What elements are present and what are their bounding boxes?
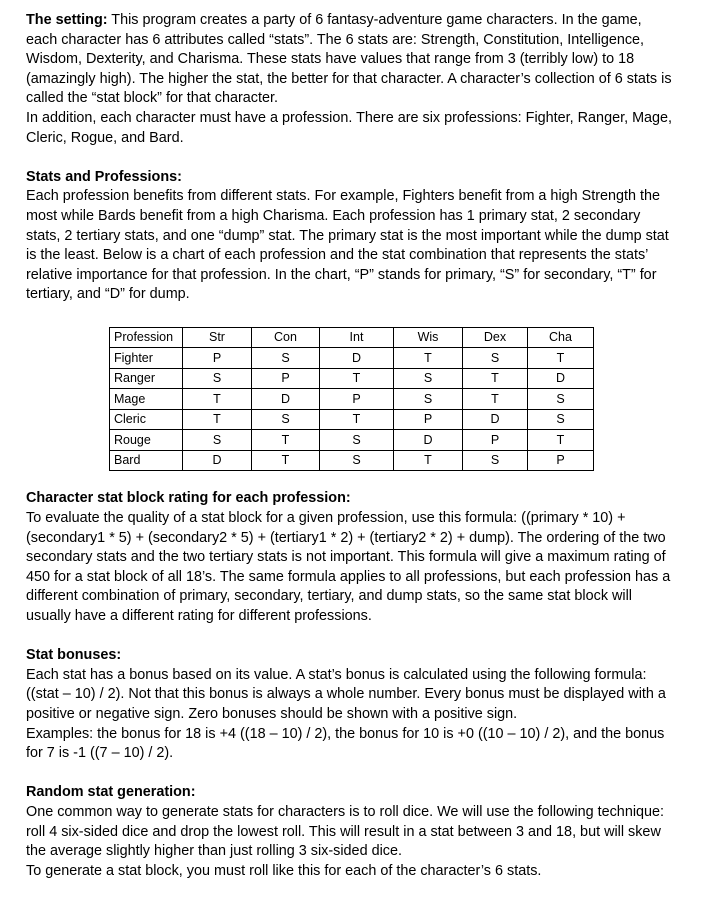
table-cell: D [394,430,463,451]
table-row [110,450,594,471]
setting-heading: The setting: [26,12,108,28]
setting-paragraph-2: In addition, each character must have a profession. There are six professions: Fighter, Ranger, Mage, Cleric, Rogue, and Bard. [26,109,673,146]
profession-stat-table [109,327,594,472]
table-cell: S [320,430,394,451]
table-cell: P [252,368,320,389]
table-cell: S [252,348,320,369]
stats-professions-text: Each profession benefits from different stats. For example, Fighters benefit from a high Strength the most while Bards benefit from a high Charisma. Each profession has 1 primary stat, 2 secondary stats, 2 tertiary stats, and one “dump” stat. The primary stat is the most important while the dump stat is the least. Below is a chart of each profession and the stat combination that represents the stats’ relative importance for that profession. In the chart, “P” stands for primary, “S” for secondary, “T” for tertiary, and “D” for dump. [26,188,669,303]
table-cell: D [183,450,252,471]
table-cell: D [320,348,394,369]
table-header-cell: Cha [528,327,594,348]
table-cell: T [183,389,252,410]
table-cell: T [463,389,528,410]
setting-paragraph [26,11,676,109]
table-cell: Rouge [110,430,183,451]
table-header-cell: Str [183,327,252,348]
table-cell: P [394,409,463,430]
table-row [110,368,594,389]
table-header-row [110,327,594,348]
table-cell: S [528,409,594,430]
table-header-cell: Wis [394,327,463,348]
table-cell: Cleric [110,409,183,430]
table-cell: P [183,348,252,369]
table-cell: T [252,450,320,471]
table-cell: S [463,450,528,471]
table-cell: T [252,430,320,451]
table-header-cell: Con [252,327,320,348]
random-text-2: To generate a stat block, you must roll like this for each of the character’s 6 stats. [26,862,542,879]
table-cell: T [394,348,463,369]
table-cell: P [528,450,594,471]
table-cell: T [528,348,594,369]
table-cell: T [320,368,394,389]
rating-heading: Character stat block rating for each profession: [26,490,351,507]
table-cell: Ranger [110,368,183,389]
table-cell: D [463,409,528,430]
setting-text: This program creates a party of 6 fantasy-adventure game characters. In the game, each character has 6 attributes called “stats”. The 6 stats are: Strength, Constitution, Intelligence, Wisdom, Dexterity, and Charisma. These stats have values that range from 3 (terribly low) to 18 (amazingly high). The higher the stat, the better for that character. A character’s collection of 6 stats is called the “stat block” for that character. [26,12,672,107]
bonuses-heading: Stat bonuses: [26,647,122,664]
table-cell: S [183,368,252,389]
table-header-cell: Int [320,327,394,348]
table-cell: D [528,368,594,389]
random-heading: Random stat generation: [26,784,196,801]
table-cell: S [463,348,528,369]
stats-professions-heading: Stats and Professions: [26,168,182,185]
table-cell: P [463,430,528,451]
spacer [26,627,676,647]
table-cell: S [394,368,463,389]
table-cell: Bard [110,450,183,471]
table-cell: S [320,450,394,471]
table-cell: Mage [110,389,183,410]
table-row [110,409,594,430]
table-cell: S [183,430,252,451]
spacer [26,764,676,784]
table-header-cell: Profession [110,327,183,348]
table-cell: S [252,409,320,430]
table-cell: S [394,389,463,410]
profession-table-wrapper [109,327,676,472]
table-cell: S [528,389,594,410]
table-row [110,389,594,410]
table-cell: T [183,409,252,430]
table-cell: T [394,450,463,471]
table-cell: T [320,409,394,430]
table-cell: D [252,389,320,410]
spacer [26,148,676,168]
table-cell: P [320,389,394,410]
random-text: One common way to generate stats for characters is to roll dice. We will use the following technique: roll 4 six-sided dice and drop the lowest roll. This will result in a stat between 3 and 18, but will skew the average slightly higher than just rolling 3 six-sided dice. [26,803,665,860]
bonuses-examples: Examples: the bonus for 18 is +4 ((18 – 10) / 2), the bonus for 10 is +0 ((10 – 10) / 2), and the bonus for 7 is -1 ((7 – 10) / 2). [26,725,665,762]
table-cell: Fighter [110,348,183,369]
table-cell: T [463,368,528,389]
document-page [26,11,676,881]
table-row [110,430,594,451]
table-cell: T [528,430,594,451]
table-row [110,348,594,369]
table-header-cell: Dex [463,327,528,348]
bonuses-text: Each stat has a bonus based on its value. A stat’s bonus is calculated using the following formula: ((stat – 10) / 2). Not that this bonus is always a whole number. Every bonus must be displayed with a positive or negative sign. Zero bonuses should be shown with a positive sign. [26,666,666,722]
rating-text: To evaluate the quality of a stat block for a given profession, use this formula: ((primary * 10) + (secondary1 * 5) + (secondary2 * 5) + (tertiary1 * 2) + (tertiary2 * 2) + dump). The ordering of the two secondary stats and the two tertiary stats is not important. This formula will give a maximum rating of 450 for a stat block of all 18’s. The same formula applies to all professions, but each profession has a different combination of primary, secondary, tertiary, and dump stats, so the same stat block will usually have a different rating for different professions. [26,510,671,624]
